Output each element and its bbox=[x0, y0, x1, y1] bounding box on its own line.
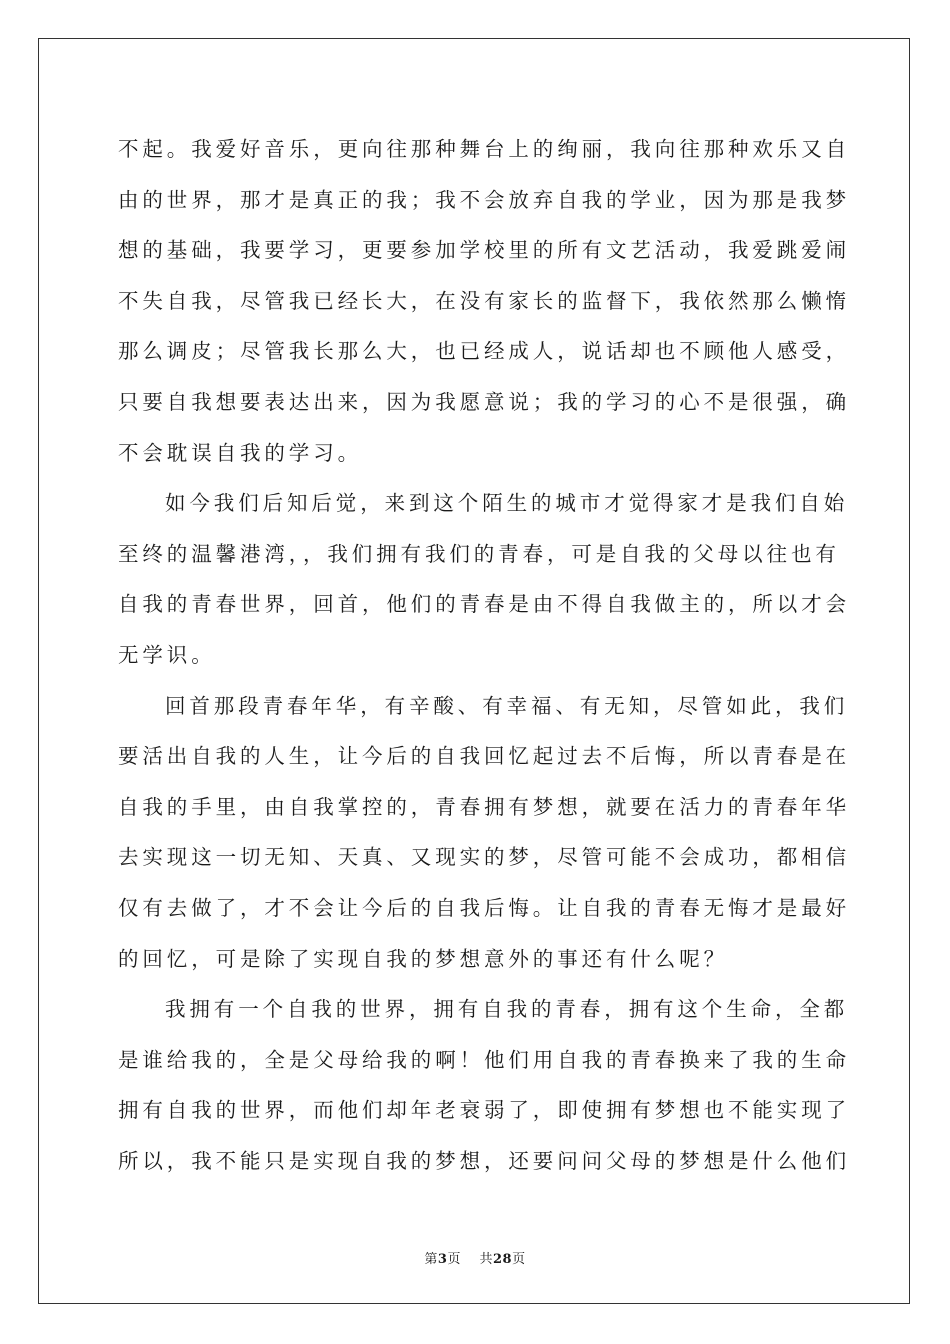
text-line: 拥有自我的世界，而他们却年老衰弱了，即使拥有梦想也不能实现了 bbox=[118, 1098, 850, 1123]
text-line: 的回忆，可是除了实现自我的梦想意外的事还有什么呢？ bbox=[118, 946, 728, 971]
text-line: 要活出自我的人生，让今后的自我回忆起过去不后悔，所以青春是在 bbox=[118, 744, 850, 769]
footer-page-suffix: 页 bbox=[447, 1252, 461, 1267]
text-line: 不会耽误自我的学习。 bbox=[118, 440, 362, 465]
paragraph-start-line: 如今我们后知后觉，来到这个陌生的城市才觉得家才是我们自始 bbox=[165, 491, 849, 516]
text-line: 至终的温馨港湾，，我们拥有我们的青春，可是自我的父母以往也有 bbox=[118, 541, 840, 566]
paragraph-start-line: 回首那段青春年华，有辛酸、有幸福、有无知，尽管如此，我们 bbox=[165, 693, 849, 718]
text-line: 是谁给我的，全是父母给我的啊！他们用自我的青春换来了我的生命 bbox=[118, 1047, 850, 1072]
text-line: 只要自我想要表达出来，因为我愿意说；我的学习的心不是很强，确 bbox=[118, 389, 850, 414]
footer-total-pages: 28 bbox=[493, 1252, 513, 1267]
footer-page-number: 3 bbox=[437, 1252, 448, 1267]
page-footer bbox=[0, 1248, 950, 1267]
text-line: 由的世界，那才是真正的我；我不会放弃自我的学业，因为那是我梦 bbox=[118, 187, 850, 212]
document-body bbox=[118, 124, 850, 1186]
text-line: 那么调皮；尽管我长那么大，也已经成人，说话却也不顾他人感受， bbox=[118, 339, 850, 364]
footer-total-prefix: 共 bbox=[479, 1252, 493, 1267]
footer-page-prefix: 第 bbox=[424, 1252, 438, 1267]
footer-total-suffix: 页 bbox=[512, 1252, 526, 1267]
text-line: 仅有去做了，才不会让今后的自我后悔。让自我的青春无悔才是最好 bbox=[118, 895, 850, 920]
text-line: 所以，我不能只是实现自我的梦想，还要问问父母的梦想是什么他们 bbox=[118, 1148, 850, 1173]
text-line: 无学识。 bbox=[118, 642, 216, 667]
text-line: 想的基础，我要学习，更要参加学校里的所有文艺活动，我爱跳爱闹 bbox=[118, 238, 850, 263]
text-line: 自我的青春世界，回首，他们的青春是由不得自我做主的，所以才会 bbox=[118, 592, 850, 617]
text-line: 不失自我，尽管我已经长大，在没有家长的监督下，我依然那么懒惰 bbox=[118, 288, 850, 313]
paragraph-start-line: 我拥有一个自我的世界，拥有自我的青春，拥有这个生命，全都 bbox=[165, 997, 849, 1022]
text-line: 自我的手里，由自我掌控的，青春拥有梦想，就要在活力的青春年华 bbox=[118, 794, 850, 819]
text-line: 不起。我爱好音乐，更向往那种舞台上的绚丽，我向往那种欢乐又自 bbox=[118, 137, 850, 161]
text-line: 去实现这一切无知、天真、又现实的梦，尽管可能不会成功，都相信 bbox=[118, 845, 850, 870]
